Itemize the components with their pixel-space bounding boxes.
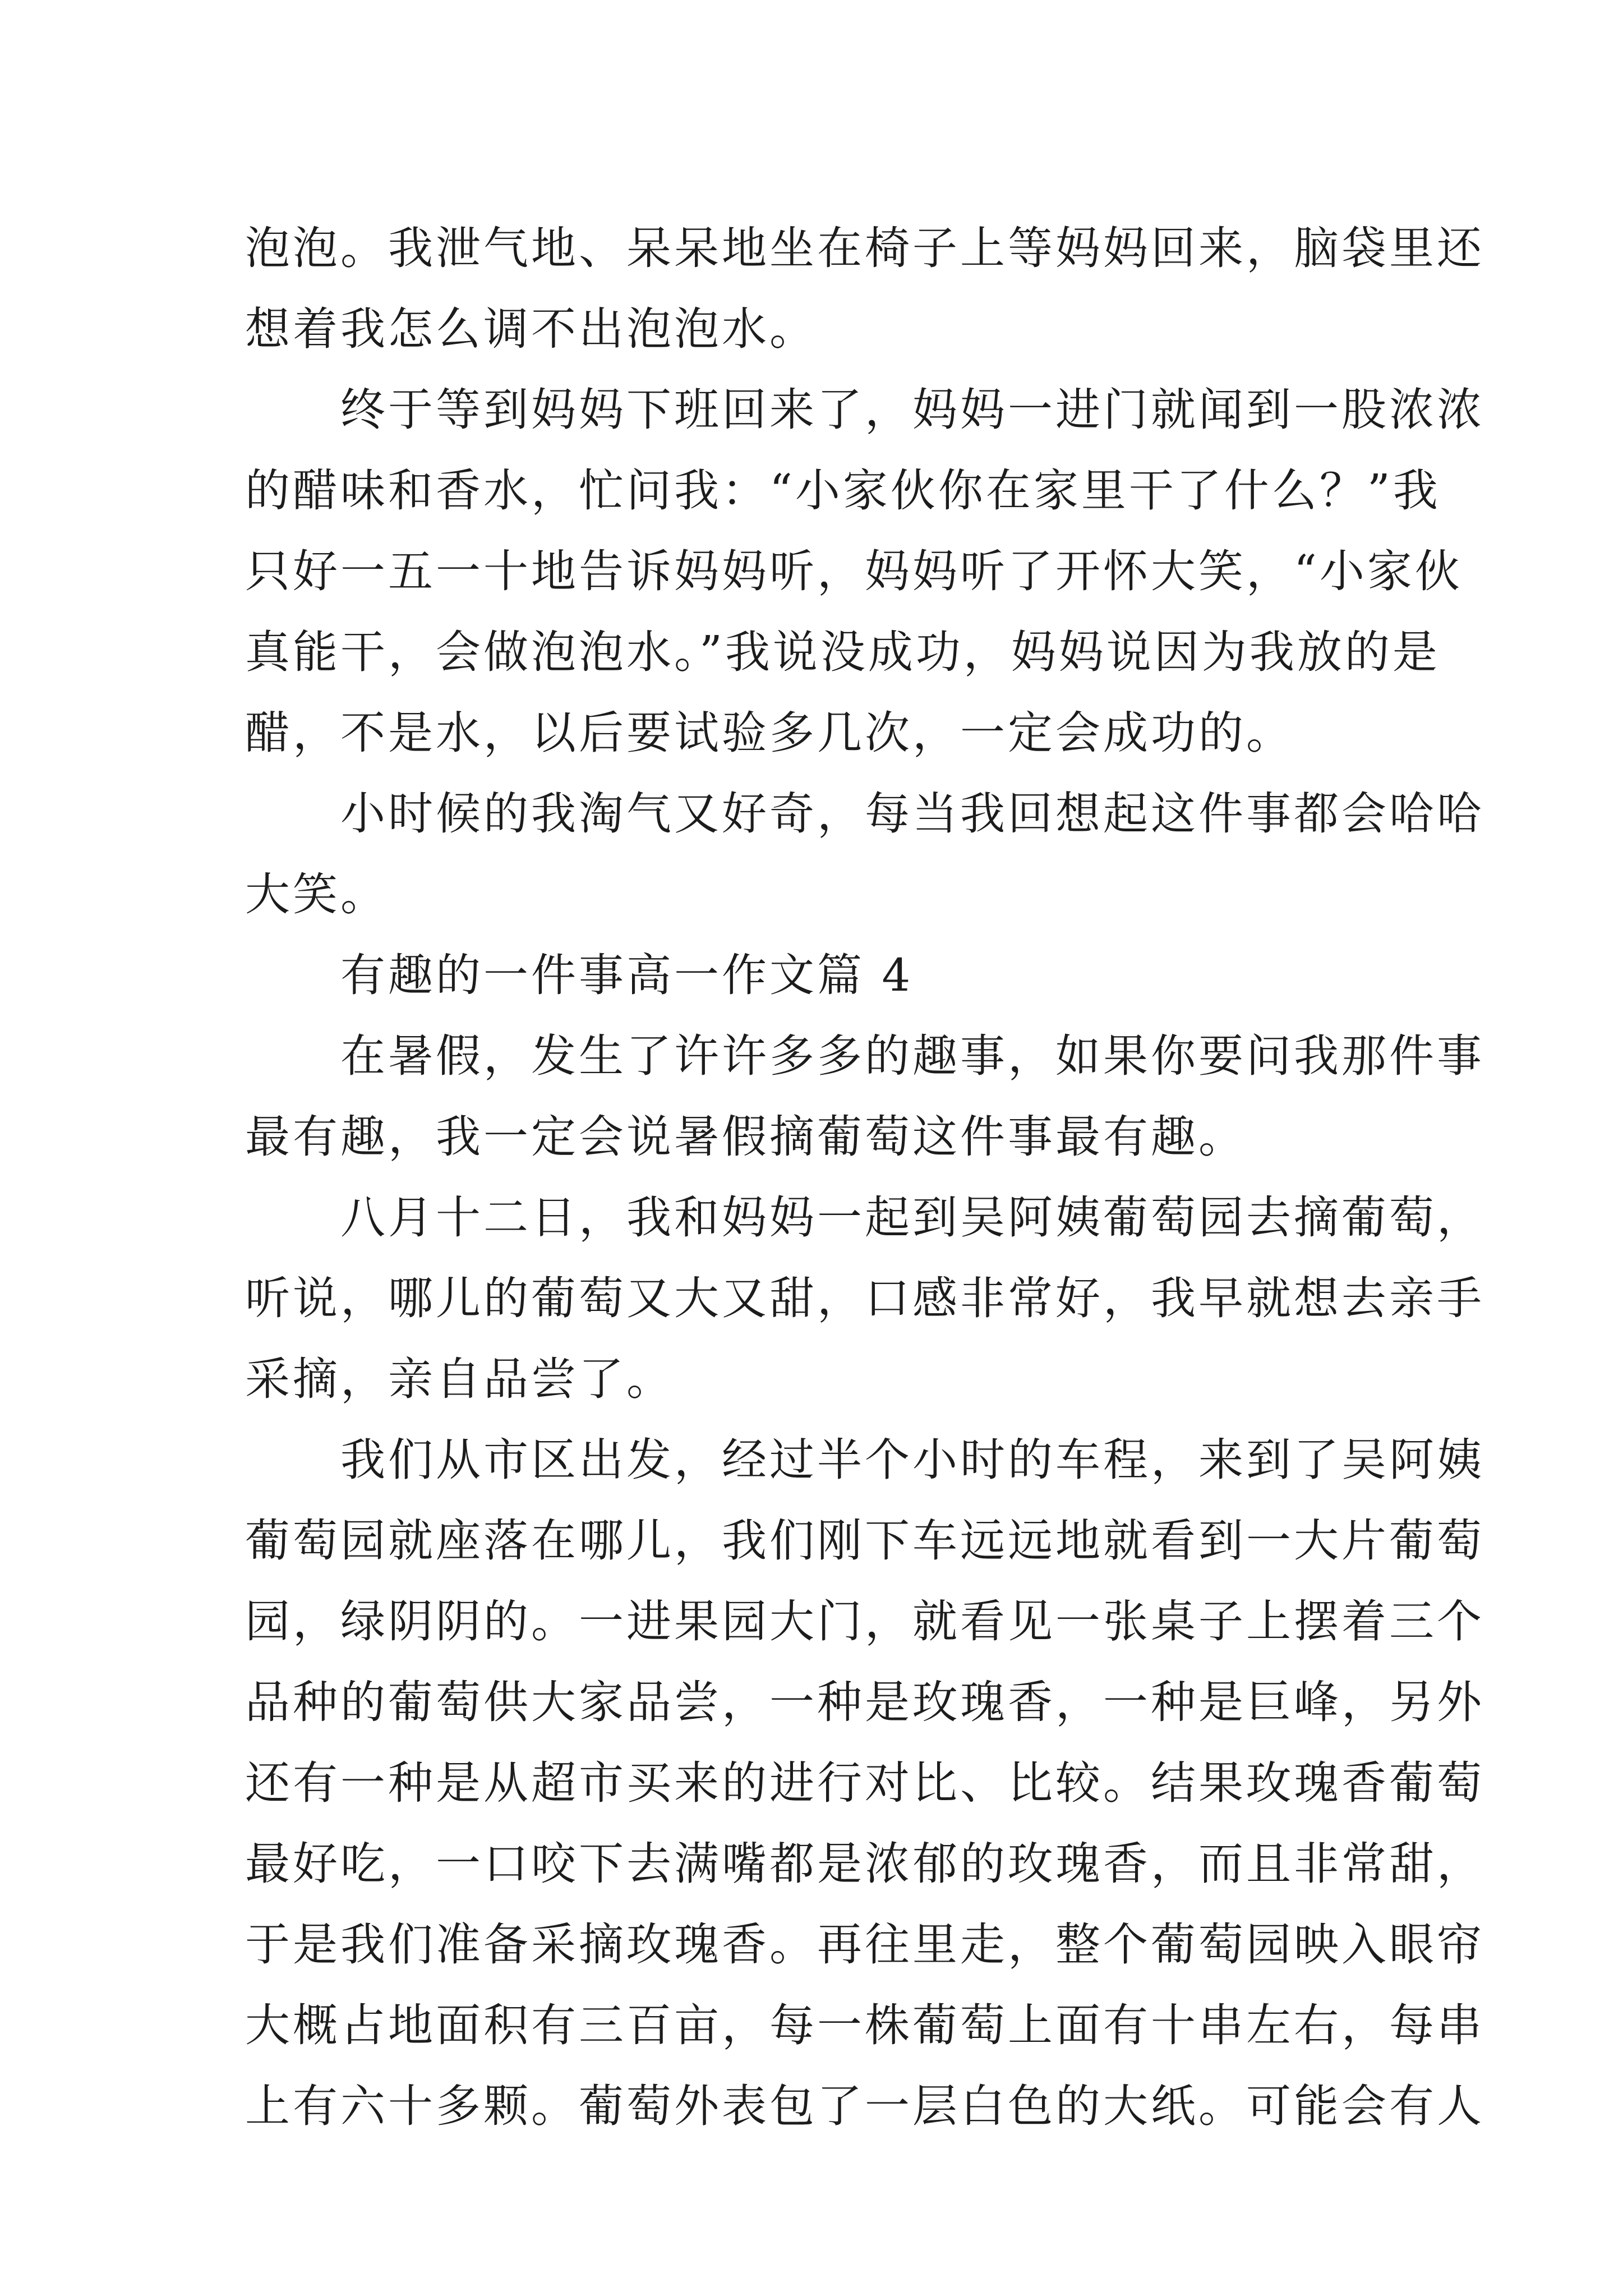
document-body [245, 208, 1484, 2147]
text-line: 还有一种是从超市买来的进行对比、比较。结果玫瑰香葡萄 [245, 1757, 1484, 1809]
text-line: 小时候的我淘气又好奇，每当我回想起这件事都会哈哈 [340, 788, 1484, 840]
text-line: 葡萄园就座落在哪儿，我们刚下车远远地就看到一大片葡萄 [245, 1515, 1484, 1567]
text-line: 大概占地面积有三百亩，每一株葡萄上面有十串左右，每串 [245, 1999, 1484, 2051]
text-line: 大笑。 [245, 868, 388, 921]
text-line: 只好一五一十地告诉妈妈听，妈妈听了开怀大笑，“小家伙 [245, 545, 1463, 597]
text-line: 于是我们准备采摘玫瑰香。再往里走，整个葡萄园映入眼帘 [245, 1918, 1484, 1971]
text-line: 的醋味和香水，忙问我：“小家伙你在家里干了什么？”我 [245, 464, 1441, 517]
text-line: 泡泡。我泄气地、呆呆地坐在椅子上等妈妈回来，脑袋里还 [245, 222, 1484, 274]
text-line: 真能干，会做泡泡水。”我说没成功，妈妈说因为我放的是 [245, 626, 1440, 678]
text-line: 听说，哪儿的葡萄又大又甜，口感非常好，我早就想去亲手 [245, 1272, 1484, 1324]
text-line: 最有趣，我一定会说暑假摘葡萄这件事最有趣。 [245, 1111, 1246, 1163]
text-line: 终于等到妈妈下班回来了，妈妈一进门就闻到一股浓浓 [340, 384, 1484, 436]
text-line: 我们从市区出发，经过半个小时的车程，来到了吴阿姨 [340, 1434, 1484, 1486]
text-line: 八月十二日，我和妈妈一起到吴阿姨葡萄园去摘葡萄， [340, 1191, 1484, 1244]
text-line: 上有六十多颗。葡萄外表包了一层白色的大纸。可能会有人 [245, 2080, 1484, 2132]
text-line: 最好吃，一口咬下去满嘴都是浓郁的玫瑰香，而且非常甜， [245, 1838, 1484, 1890]
text-line: 在暑假，发生了许许多多的趣事，如果你要问我那件事 [340, 1030, 1484, 1082]
text-line: 醋，不是水，以后要试验多几次，一定会成功的。 [245, 707, 1294, 759]
text-line: 品种的葡萄供大家品尝，一种是玫瑰香，一种是巨峰，另外 [245, 1676, 1484, 1728]
text-line: 想着我怎么调不出泡泡水。 [245, 303, 817, 355]
text-line: 采摘，亲自品尝了。 [245, 1353, 674, 1405]
section-heading: 有趣的一件事高一作文篇 4 [340, 949, 914, 1001]
text-line: 园，绿阴阴的。一进果园大门，就看见一张桌子上摆着三个 [245, 1595, 1484, 1648]
